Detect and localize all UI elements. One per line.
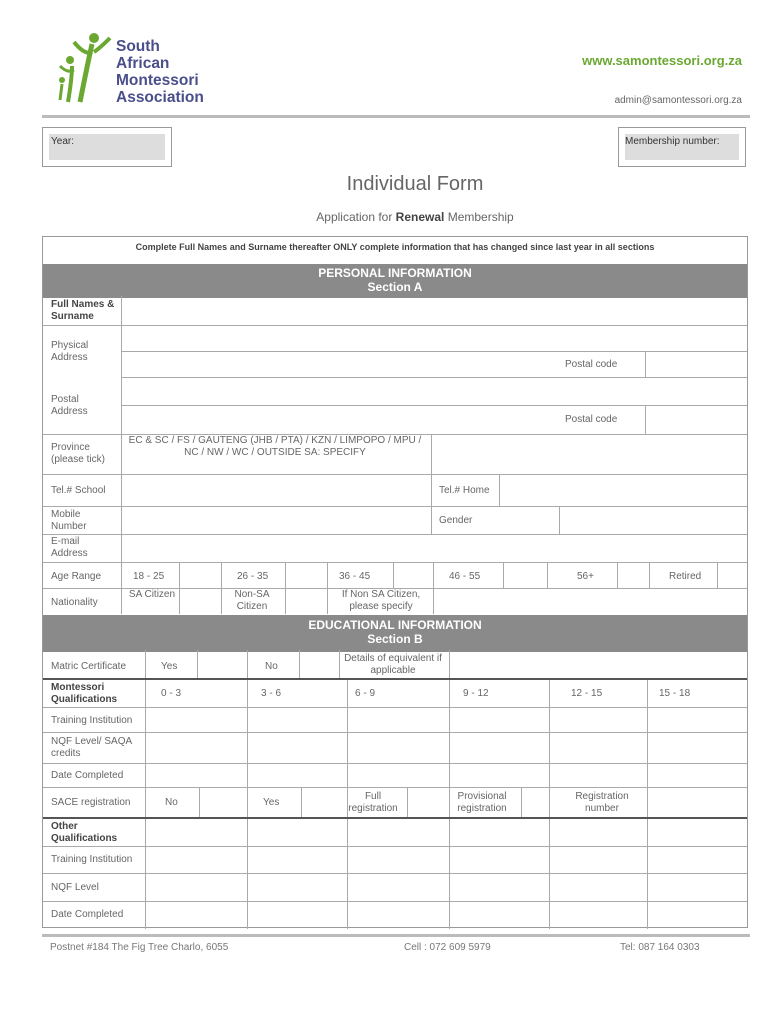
montessori-qual-label: Montessori Qualifications	[51, 682, 118, 705]
form-title: Individual Form	[346, 173, 484, 195]
org-line-3: Montessori	[116, 72, 199, 89]
sace-no: No	[165, 797, 178, 808]
registration-number-label: Registration number	[575, 791, 629, 814]
website-link[interactable]: www.samontessori.org.za	[582, 53, 742, 68]
training-institution-label: Training Institution	[51, 715, 133, 726]
full-names-field[interactable]	[123, 297, 747, 325]
membership-label: Membership number:	[625, 136, 720, 147]
range-9-12: 9 - 12	[463, 688, 489, 699]
postal-code-field-1[interactable]	[646, 352, 747, 377]
org-line-2: African	[116, 55, 170, 72]
age-retired: Retired	[669, 571, 702, 582]
instructions: Complete Full Names and Surname thereafter ONLY complete information that has changed since last year in all sections	[135, 242, 655, 252]
postal-address-label: Postal Address	[51, 394, 88, 417]
nationality-sa: SA Citizen	[128, 589, 176, 600]
sace-label: SACE registration	[51, 797, 131, 808]
nationality-non-sa: Non-SA Citizen	[234, 589, 270, 612]
membership-form	[42, 236, 748, 928]
age-18-25: 18 - 25	[133, 571, 165, 582]
subtitle-bold: Renewal	[395, 210, 445, 224]
mobile-label: Mobile Number	[51, 509, 87, 532]
postal-code-field-2[interactable]	[646, 406, 747, 434]
other-qual-label: Other Qualifications	[51, 821, 118, 844]
age-26-35: 26 - 35	[237, 571, 269, 582]
nqf-level-label: NQF Level	[51, 882, 99, 893]
matric-label: Matric Certificate	[51, 661, 127, 672]
tel-home-label: Tel.# Home	[439, 485, 490, 496]
age-46-55: 46 - 55	[449, 571, 481, 582]
age-36-45: 36 - 45	[339, 571, 371, 582]
org-line-1: South	[116, 38, 160, 55]
range-0-3: 0 - 3	[161, 688, 182, 699]
date-completed-label-2: Date Completed	[51, 909, 124, 920]
org-logo-text	[116, 38, 204, 106]
range-12-15: 12 - 15	[571, 688, 603, 699]
provisional-registration: Provisional registration	[457, 791, 507, 814]
date-completed-label: Date Completed	[51, 770, 124, 781]
postal-code-label-2: Postal code	[565, 414, 618, 425]
header-divider	[42, 115, 750, 118]
org-line-4: Association	[116, 89, 204, 106]
matric-yes: Yes	[161, 661, 178, 672]
year-box	[42, 127, 172, 167]
nqf-saqa-label: NQF Level/ SAQA credits	[51, 736, 132, 759]
nationality-other: If Non SA Citizen, please specify	[341, 589, 421, 612]
section-b-subtitle: Section B	[367, 632, 423, 646]
matric-no: No	[265, 661, 278, 672]
email-label: E-mail Address	[51, 536, 88, 559]
subtitle-pre: Application for	[316, 210, 396, 224]
equivalent-label: Details of equivalent if applicable	[344, 653, 442, 676]
range-15-18: 15 - 18	[659, 688, 691, 699]
age-range-label: Age Range	[51, 571, 102, 582]
section-a-subtitle: Section A	[367, 280, 423, 294]
form-subtitle	[0, 210, 770, 224]
email-link[interactable]: admin@samontessori.org.za	[614, 95, 742, 106]
province-label: Province (please tick)	[51, 442, 105, 465]
training-institution-label-2: Training Institution	[51, 854, 133, 865]
section-b-title: EDUCATIONAL INFORMATION	[308, 618, 482, 632]
postal-code-label-1: Postal code	[565, 359, 618, 370]
section-a-header	[43, 264, 747, 298]
logo-figures-icon	[54, 32, 114, 104]
footer-postnet: Postnet #184 The Fig Tree Charlo, 6055	[50, 942, 229, 953]
physical-address-label: Physical Address	[51, 340, 89, 363]
year-label: Year:	[51, 136, 74, 147]
section-b-header	[43, 615, 747, 652]
tel-school-label: Tel.# School	[51, 485, 106, 496]
full-registration: Full registration	[348, 791, 398, 814]
section-a-title: PERSONAL INFORMATION	[318, 266, 472, 280]
membership-box	[618, 127, 746, 167]
range-6-9: 6 - 9	[355, 688, 376, 699]
nationality-label: Nationality	[51, 597, 98, 608]
sace-yes: Yes	[263, 797, 280, 808]
subtitle-post: Membership	[444, 210, 514, 224]
full-names-label: Full Names & Surname	[51, 299, 115, 322]
footer-tel: Tel: 087 164 0303	[620, 942, 700, 953]
province-options[interactable]: EC & SC / FS / GAUTENG (JHB / PTA) / KZN / LIMPOPO / MPU / NC / NW / WC / OUTSIDE SA: SPECIFY	[128, 435, 422, 458]
range-3-6: 3 - 6	[261, 688, 282, 699]
gender-label: Gender	[439, 515, 473, 526]
footer-cell: Cell : 072 609 5979	[404, 942, 491, 953]
age-56-plus: 56+	[577, 571, 594, 582]
footer-divider	[42, 934, 750, 937]
